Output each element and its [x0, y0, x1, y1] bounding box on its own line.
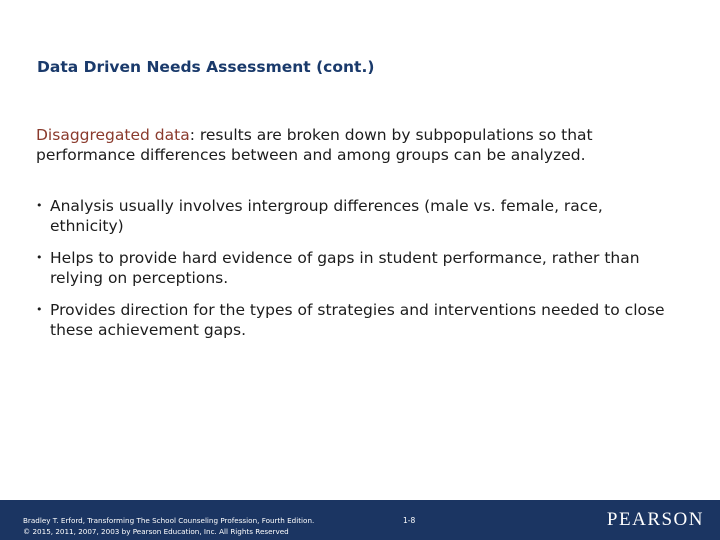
bullet-item [36, 248, 676, 288]
footer-bar [0, 500, 720, 540]
bullet-item [36, 300, 676, 340]
page-number: 1-8 [403, 516, 416, 525]
bullet-text: Provides direction for the types of strategies and interventions needed to close these achievement gaps. [50, 301, 665, 339]
bullet-dot-icon: • [36, 303, 43, 316]
slide-title: Data Driven Needs Assessment (cont.) [37, 58, 375, 76]
citation-line-1: Bradley T. Erford, Transforming The School Counseling Profession, Fourth Edition. [23, 516, 315, 525]
bullet-text: Helps to provide hard evidence of gaps in student performance, rather than relying on perceptions. [50, 249, 640, 287]
footer-citation [23, 515, 314, 537]
pearson-logo: PEARSON [606, 509, 704, 530]
bullet-item [36, 196, 676, 236]
bullet-dot-icon: • [36, 199, 43, 212]
bullet-list [36, 196, 676, 352]
definition-text: : results are broken down by subpopulations so that performance differences between and among groups can be analyzed. [36, 126, 593, 164]
definition-paragraph [36, 125, 686, 165]
term-disaggregated-data: Disaggregated data [36, 126, 190, 144]
bullet-text: Analysis usually involves intergroup differences (male vs. female, race, ethnicity) [50, 197, 603, 235]
citation-line-2: © 2015, 2011, 2007, 2003 by Pearson Education, Inc. All Rights Reserved [23, 527, 289, 536]
bullet-dot-icon: • [36, 251, 43, 264]
